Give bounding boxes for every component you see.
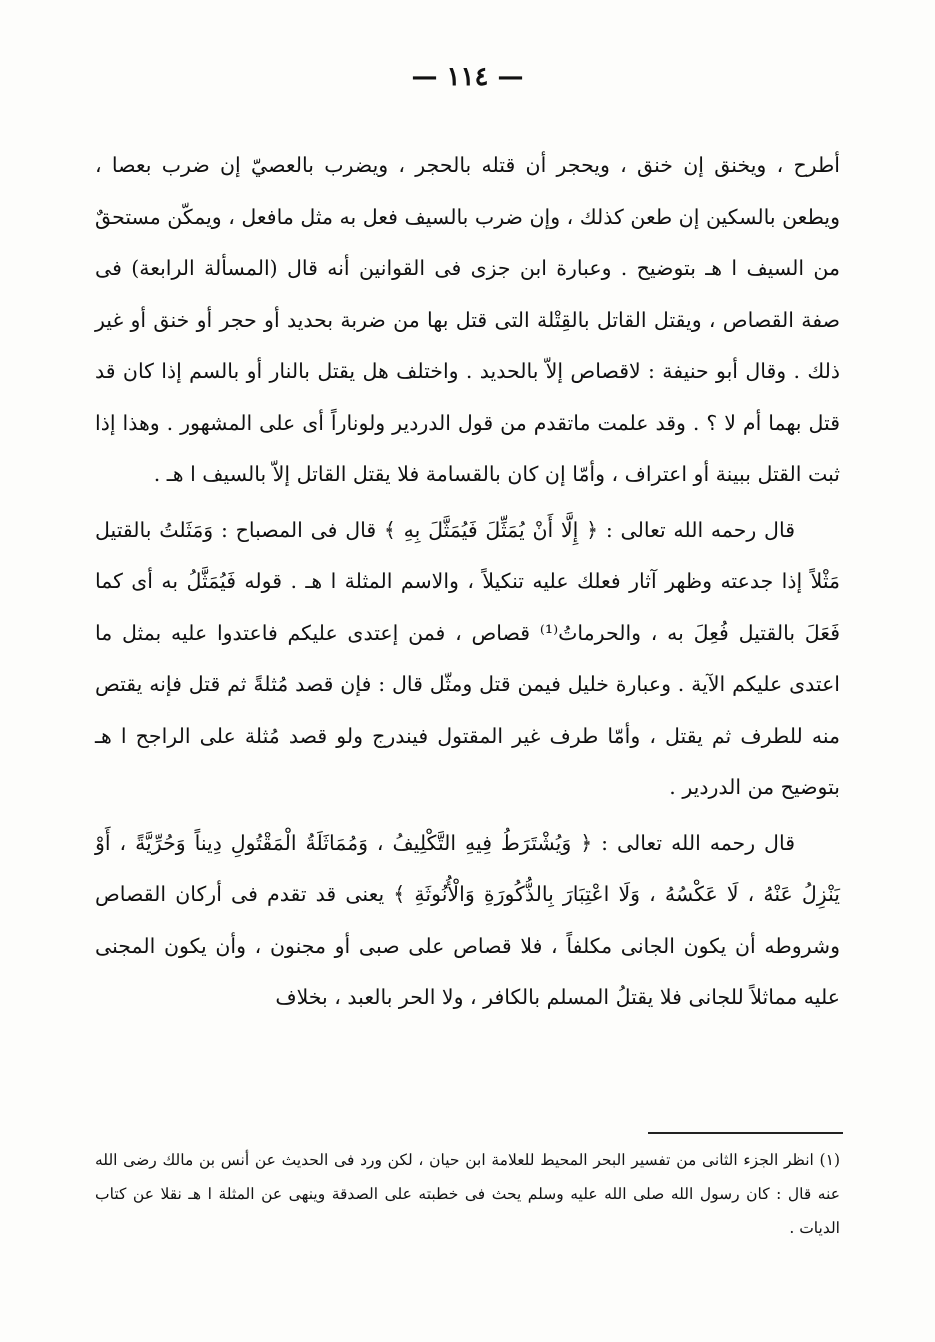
main-text [95, 140, 840, 1024]
footnote: (١) انظر الجزء الثانى من تفسير البحر المحيط للعلامة ابن حيان ، لكن ورد فى الحديث عن أنس بن مالك رضى الله عنه قال : كان رسول الله صلى الله عليه وسلم يحث فى خطبته على الصدقة وينهى عن المثلة ا هـ نقلا عن كتاب الديات . [95, 1151, 840, 1237]
paragraph-3: قال رحمه الله تعالى : ﴿ وَيُشْتَرَطُ فِيهِ التَّكْلِيفُ ، وَمُمَاثَلَةُ الْمَقْتُولِ دِيناً وَحُرِّيَّةً ، أَوْ يَنْزِلُ عَنْهُ ، لَا عَكْسُهُ ، وَلَا اعْتِبَارَ بِالذُّكُورَةِ وَالْأُنُوثَةِ ﴾ يعنى قد تقدم فى أركان القصاص وشروطه أن يكون الجانى مكلفاً ، فلا قصاص على صبى أو مجنون ، وأن يكون المجنى عليه مماثلاً للجانى فلا يقتلُ المسلم بالكافر ، ولا الحر بالعبد ، بخلاف [95, 830, 840, 1009]
footnote-separator [648, 1132, 843, 1134]
paragraph-1: أطرح ، ويخنق إن خنق ، ويحجر أن قتله بالحجر ، ويضرب بالعصيّ إن ضرب بعصا ، ويطعن بالسكين إن طعن كذلك ، وإن ضرب بالسيف فعل به مثل مافعل ، ويمكّن مستحقٌ من السيف ا هـ بتوضيح . وعبارة ابن جزى فى القوانين أنه قال (المسألة الرابعة) فى صفة القصاص ، ويقتل القاتل بالقِتْلة التى قتل بها من ضربة بحديد أو حجر أو خنق أو غير ذلك . وقال أبو حنيفة : لاقصاص إلاّ بالحديد . واختلف هل يقتل بالنار أو بالسم إذا كان قد قتل بهما أم لا ؟ . وقد علمت ماتقدم من قول الدردير ولوناراً أى على المشهور . وهذا إذا ثبت القتل ببينة أو اعتراف ، وأمّا إن كان بالقسامة فلا يقتل القاتل إلاّ بالسيف ا هـ . [95, 153, 841, 486]
paragraph-2: قال رحمه الله تعالى : ﴿ إِلَّا أَنْ يُمَثِّلَ فَيُمَثَّلَ بِهِ ﴾ قال فى المصباح : وَمَثَلتُ بالقتيل مَثْلاً إذا جدعته وظهر آثار فعلك عليه تنكيلاً ، والاسم المثلة ا هـ . قوله فَيُمَثَّلُ به أى كما فَعَلَ بالقتيل فُعِلَ به ، والحرماتُ⁽¹⁾ قصاص ، فمن إعتدى عليكم فاعتدوا عليه بمثل ما اعتدى عليكم الآية . وعبارة خليل فيمن قتل ومثّل قال : فإن قصد مُثلةً ثم قتل فإنه يقتص منه للطرف ثم يقتل ، وأمّا طرف غير المقتول فيندرج ولو قصد مُثلة على الراجح ا هـ بتوضيح من الدردير . [95, 517, 840, 799]
page-number: — ١١٤ — [411, 62, 524, 92]
